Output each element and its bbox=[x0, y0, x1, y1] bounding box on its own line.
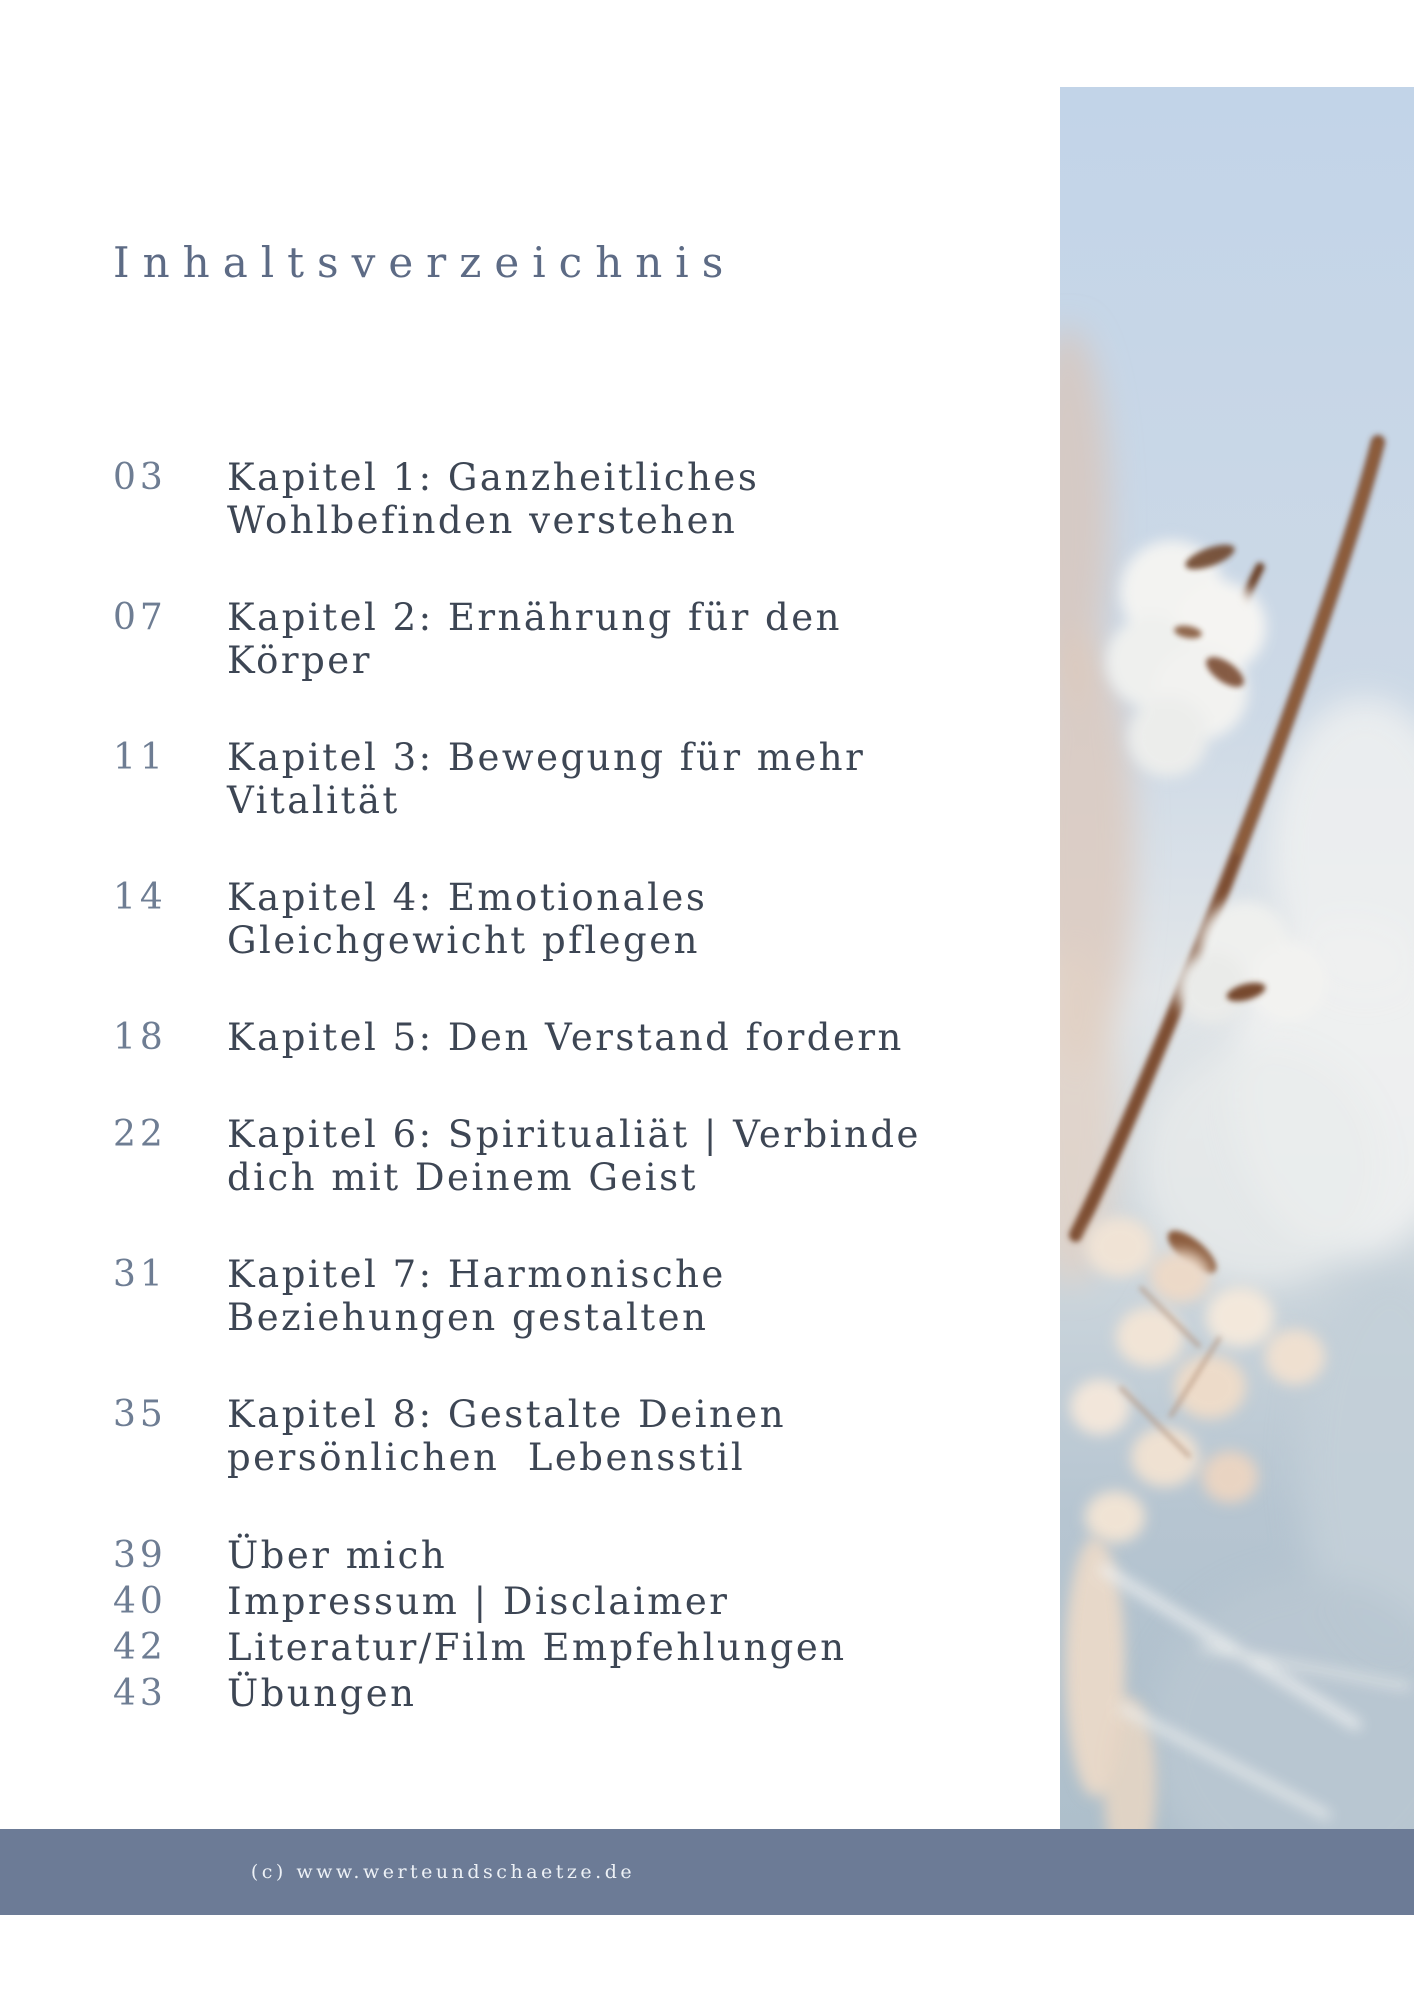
page-number: 39 bbox=[113, 1535, 167, 1576]
section-title: Literatur/Film Empfehlungen bbox=[227, 1626, 847, 1669]
chapter-title-line: Kapitel 4: Emotionales bbox=[227, 876, 708, 919]
chapter-title-line: Kapitel 7: Harmonische bbox=[227, 1253, 726, 1296]
section-title: Über mich bbox=[227, 1534, 448, 1577]
cotton-branch-photo bbox=[1060, 87, 1414, 1829]
footer-bar bbox=[0, 1829, 1414, 1915]
chapter-title-line: persönlichen Lebensstil bbox=[227, 1436, 746, 1479]
page-number: 14 bbox=[113, 877, 167, 918]
toc-entry-chapter-8 bbox=[113, 1393, 933, 1479]
table-of-contents bbox=[113, 456, 933, 1717]
toc-entry-chapter-3 bbox=[113, 736, 933, 822]
toc-entry-chapter-2 bbox=[113, 596, 933, 682]
chapter-title bbox=[227, 1113, 933, 1199]
chapter-title-line: Kapitel 1: Ganzheitliches bbox=[227, 456, 760, 499]
chapter-title bbox=[227, 876, 933, 962]
chapter-title-line: Vitalität bbox=[227, 779, 400, 822]
page-number: 35 bbox=[113, 1394, 167, 1435]
toc-entry-chapter-5 bbox=[113, 1016, 933, 1059]
chapter-title bbox=[227, 456, 933, 542]
page-number: 22 bbox=[113, 1114, 167, 1155]
toc-entry-chapter-1 bbox=[113, 456, 933, 542]
section-title: Impressum | Disclaimer bbox=[227, 1580, 730, 1623]
toc-entry-chapter-6 bbox=[113, 1113, 933, 1199]
page-number: 11 bbox=[113, 737, 167, 778]
page-number: 40 bbox=[113, 1581, 167, 1622]
chapter-title-line: Gleichgewicht pflegen bbox=[227, 919, 700, 962]
toc-entry-uebungen bbox=[113, 1671, 933, 1717]
toc-entry-chapter-4 bbox=[113, 876, 933, 962]
footer-copyright: (c) www.werteundschaetze.de bbox=[250, 1861, 636, 1883]
toc-entry-impressum bbox=[113, 1579, 933, 1625]
toc-entry-chapter-7 bbox=[113, 1253, 933, 1339]
chapter-title bbox=[227, 596, 933, 682]
toc-entry-literatur bbox=[113, 1625, 933, 1671]
chapter-title-line: Wohlbefinden verstehen bbox=[227, 499, 738, 542]
toc-extra-entries bbox=[113, 1533, 933, 1717]
page-number: 43 bbox=[113, 1673, 167, 1714]
page-number: 03 bbox=[113, 457, 167, 498]
chapter-title bbox=[227, 1016, 933, 1059]
chapter-title-line: Kapitel 5: Den Verstand fordern bbox=[227, 1016, 904, 1059]
page-number: 18 bbox=[113, 1017, 167, 1058]
chapter-title bbox=[227, 1253, 933, 1339]
chapter-title-line: Körper bbox=[227, 639, 372, 682]
chapter-title-line: Kapitel 6: Spiritualiät | Verbinde bbox=[227, 1113, 921, 1156]
chapter-title-line: Kapitel 3: Bewegung für mehr bbox=[227, 736, 866, 779]
chapter-title bbox=[227, 1393, 933, 1479]
chapter-title-line: Kapitel 2: Ernährung für den bbox=[227, 596, 842, 639]
page-number: 31 bbox=[113, 1254, 167, 1295]
page-number: 07 bbox=[113, 597, 167, 638]
section-title: Übungen bbox=[227, 1672, 417, 1715]
chapter-title bbox=[227, 736, 933, 822]
page-title: Inhaltsverzeichnis bbox=[113, 238, 737, 288]
chapter-title-line: Beziehungen gestalten bbox=[227, 1296, 709, 1339]
chapter-title-line: dich mit Deinem Geist bbox=[227, 1156, 698, 1199]
page-number: 42 bbox=[113, 1627, 167, 1668]
toc-entry-ueber-mich bbox=[113, 1533, 933, 1579]
chapter-title-line: Kapitel 8: Gestalte Deinen bbox=[227, 1393, 787, 1436]
